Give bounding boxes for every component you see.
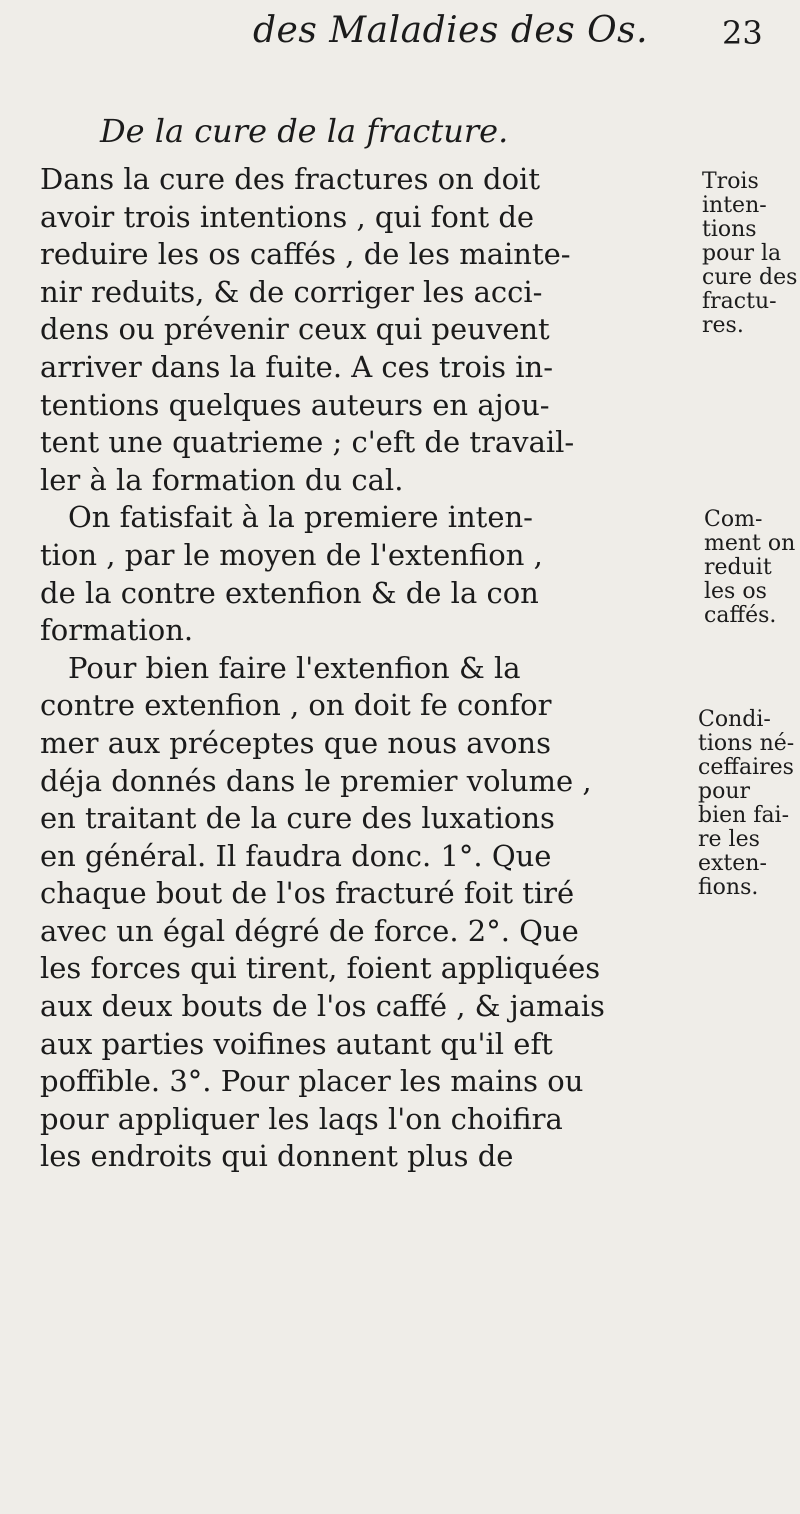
margin-note-line: inten- bbox=[702, 193, 767, 218]
margin-note-line: caffés. bbox=[704, 603, 777, 628]
text-line: On fatisfait à la premiere inten- bbox=[68, 500, 533, 535]
text-line: chaque bout de l'os fracturé foit tiré bbox=[40, 876, 575, 911]
text-line: Dans la cure des fractures on doit bbox=[40, 162, 540, 196]
text-line: déja donnés dans le premier volume , bbox=[40, 763, 592, 798]
text-line: contre extenfion , on doit fe confor bbox=[40, 688, 552, 723]
text-line: aux parties voifines autant qu'il eft bbox=[40, 1026, 553, 1061]
text-line: mer aux préceptes que nous avons bbox=[40, 725, 551, 760]
text-line: en traitant de la cure des luxations bbox=[40, 801, 555, 836]
margin-note-line: ceffaires bbox=[698, 755, 794, 780]
margin-note-line: fions. bbox=[698, 875, 759, 900]
text-line: formation. bbox=[40, 613, 194, 648]
text-line: reduire les os caffés , de les mainte- bbox=[40, 237, 571, 272]
text-line: tion , par le moyen de l'extenfion , bbox=[40, 537, 543, 572]
margin-note-line: Condi- bbox=[698, 707, 771, 732]
text-line: les forces qui tirent, foient appliquées bbox=[40, 951, 601, 986]
text-line: avoir trois intentions , qui font de bbox=[40, 199, 535, 234]
page-number: 23 bbox=[722, 14, 763, 52]
text-line: ler à la formation du cal. bbox=[40, 462, 404, 497]
text-line: les endroits qui donnent plus de bbox=[40, 1139, 514, 1174]
margin-note-line: tions bbox=[702, 217, 757, 242]
margin-note-line: tions né- bbox=[698, 731, 795, 756]
margin-note-line: Com- bbox=[704, 507, 763, 532]
text-line: avec un égal dégré de force. 2°. Que bbox=[40, 913, 579, 948]
text-line: tentions quelques auteurs en ajou- bbox=[40, 387, 550, 422]
margin-note-line: res. bbox=[702, 313, 744, 338]
margin-note-line: ment on bbox=[704, 531, 796, 556]
margin-note-line: exten- bbox=[698, 851, 767, 876]
text-line: aux deux bouts de l'os caffé , & jamais bbox=[40, 989, 605, 1024]
margin-note-how-reduced bbox=[704, 508, 795, 628]
margin-note-line: re les bbox=[698, 827, 760, 852]
text-line: Pour bien faire l'extenfion & la bbox=[68, 650, 521, 685]
margin-note-line: reduit bbox=[704, 555, 772, 580]
running-head: des Maladies des Os. bbox=[253, 10, 649, 51]
text-line: en général. Il faudra donc. 1°. Que bbox=[40, 838, 552, 873]
margin-note-line: fractu- bbox=[702, 289, 777, 314]
margin-note-line: les os bbox=[704, 579, 767, 604]
margin-note-line: Trois bbox=[702, 169, 759, 194]
text-line: poffible. 3°. Pour placer les mains ou bbox=[40, 1064, 584, 1099]
page-header bbox=[0, 4, 800, 74]
margin-note-three-intentions bbox=[702, 170, 797, 338]
text-line: arriver dans la fuite. A ces trois in- bbox=[40, 349, 554, 384]
margin-note-conditions bbox=[698, 708, 794, 900]
text-line: tent une quatrieme ; c'eft de travail- bbox=[40, 425, 575, 460]
body-text bbox=[40, 161, 640, 1176]
margin-note-line: pour bbox=[698, 779, 751, 804]
text-line: dens ou prévenir ceux qui peuvent bbox=[40, 312, 550, 347]
margin-note-line: bien fai- bbox=[698, 803, 790, 828]
text-line: de la contre extenfion & de la con bbox=[40, 575, 539, 610]
margin-note-line: cure des bbox=[702, 265, 798, 290]
text-line: nir reduits, & de corriger les acci- bbox=[40, 274, 543, 309]
text-line: pour appliquer les laqs l'on choifira bbox=[40, 1101, 563, 1136]
section-title: De la cure de la fracture. bbox=[100, 112, 509, 150]
margin-note-line: pour la bbox=[702, 241, 782, 266]
